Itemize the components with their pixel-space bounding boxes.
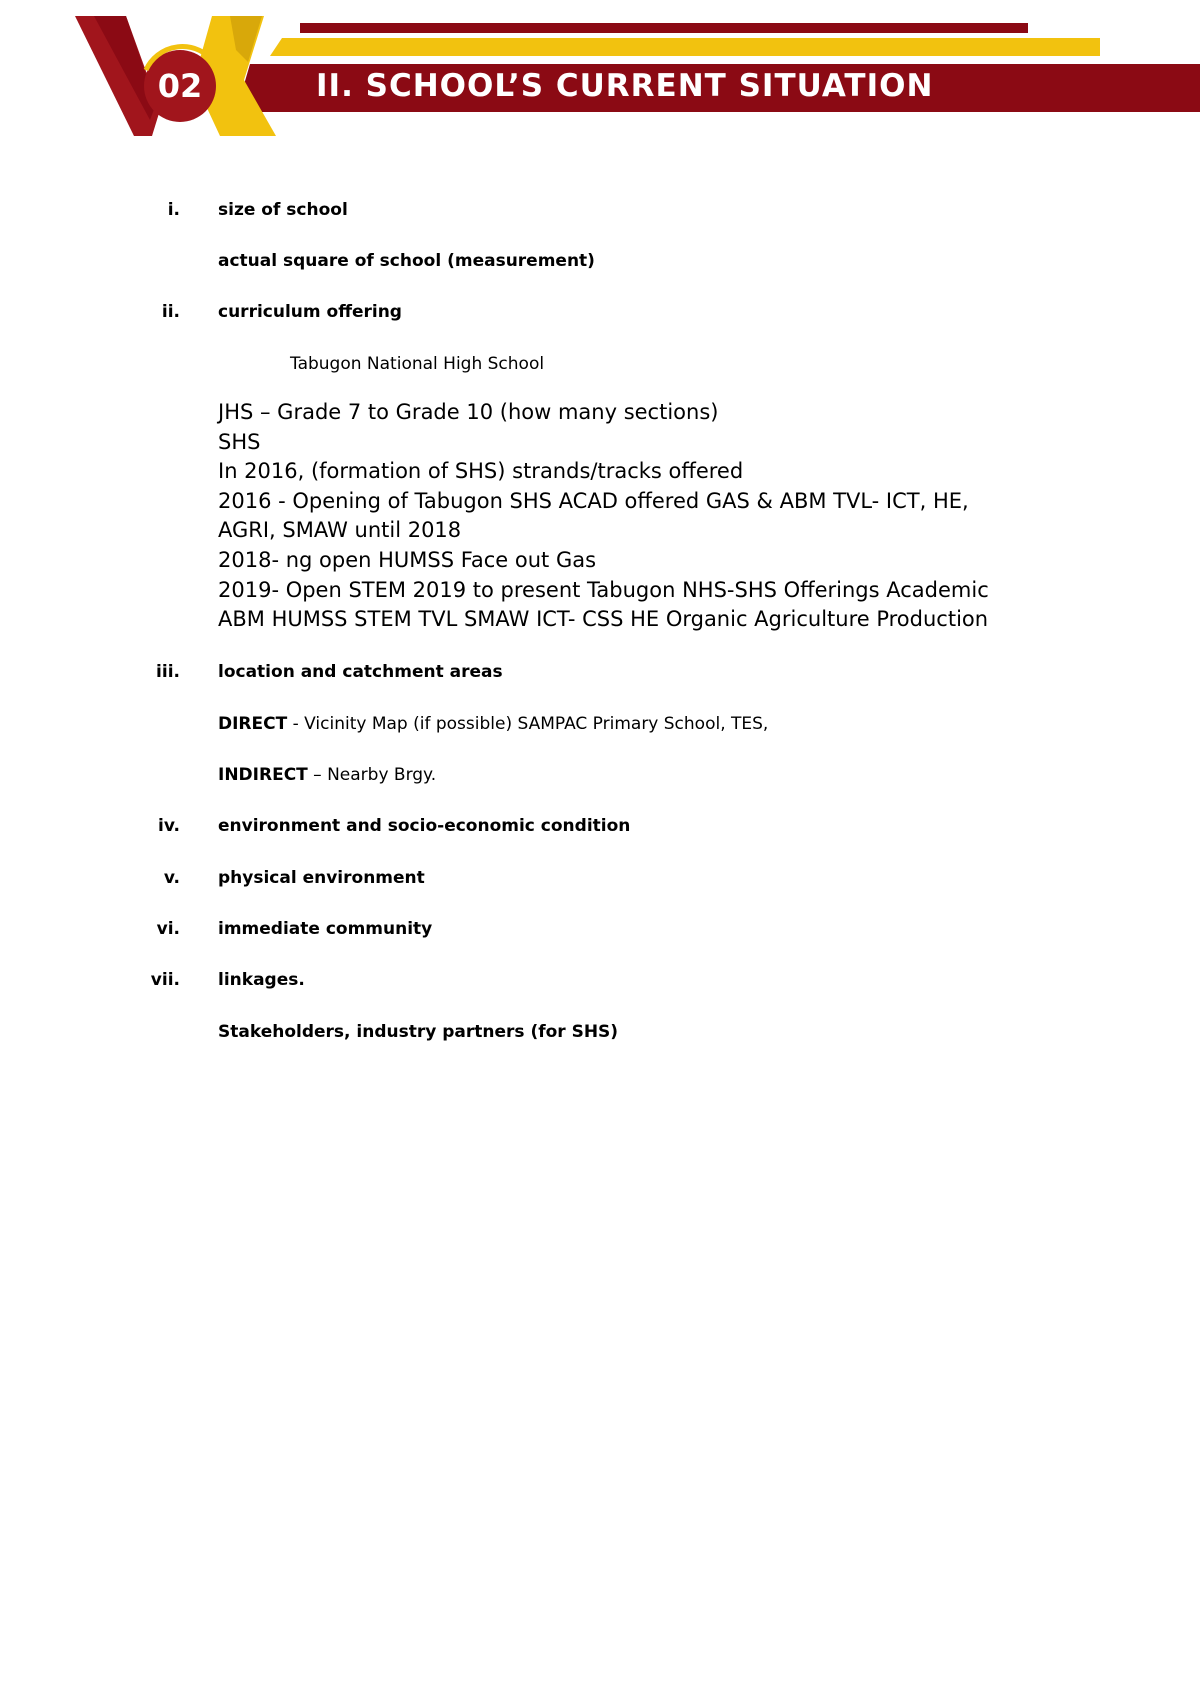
curriculum-line: SHS [218, 429, 261, 454]
list-label: linkages. [218, 970, 305, 990]
curriculum-line: AGRI, SMAW until 2018 [218, 518, 462, 543]
list-label: size of school [218, 200, 348, 220]
school-name: Tabugon National High School [290, 354, 545, 374]
list-subitem-text: Stakeholders, industry partners (for SHS) [218, 1022, 619, 1042]
list-numeral: iv. [158, 816, 180, 836]
curriculum-line: JHS – Grade 7 to Grade 10 (how many sections) [218, 400, 719, 424]
list-label: physical environment [218, 868, 425, 888]
indirect-label: INDIRECT [218, 765, 308, 785]
curriculum-line: In 2016, (formation of SHS) strands/tracks offered [218, 459, 744, 484]
list-subitem-text: actual square of school (measurement) [218, 251, 595, 271]
curriculum-line: 2019- Open STEM 2019 to present Tabugon NHS-SHS Offerings Academic [218, 577, 989, 602]
list-label: environment and socio-economic condition [218, 816, 631, 836]
list-label: curriculum offering [218, 302, 402, 322]
list-numeral: i. [167, 200, 180, 220]
curriculum-details [218, 398, 1098, 635]
section-number: 02 [157, 67, 203, 105]
list-numeral: vi. [156, 919, 180, 939]
direct-label: DIRECT [218, 714, 288, 734]
indirect-text: – Nearby Brgy. [307, 765, 437, 785]
page-header [0, 0, 1200, 150]
curriculum-line: 2016 - Opening of Tabugon SHS ACAD offered GAS & ABM TVL- ICT, HE, [218, 488, 969, 513]
list-label: immediate community [218, 919, 433, 939]
curriculum-line: ABM HUMSS STEM TVL SMAW ICT- CSS HE Organic Agriculture Production [218, 607, 989, 632]
curriculum-line: 2018- ng open HUMSS Face out Gas [218, 547, 597, 572]
list-label: location and catchment areas [218, 662, 503, 682]
direct-text: - Vicinity Map (if possible) SAMPAC Primary School, TES, [287, 714, 769, 734]
list-numeral: vii. [150, 970, 180, 990]
list-numeral: iii. [156, 662, 180, 682]
section-title: II. SCHOOL’S CURRENT SITUATION [316, 68, 934, 104]
list-numeral: ii. [161, 302, 180, 322]
list-numeral: v. [163, 868, 180, 888]
